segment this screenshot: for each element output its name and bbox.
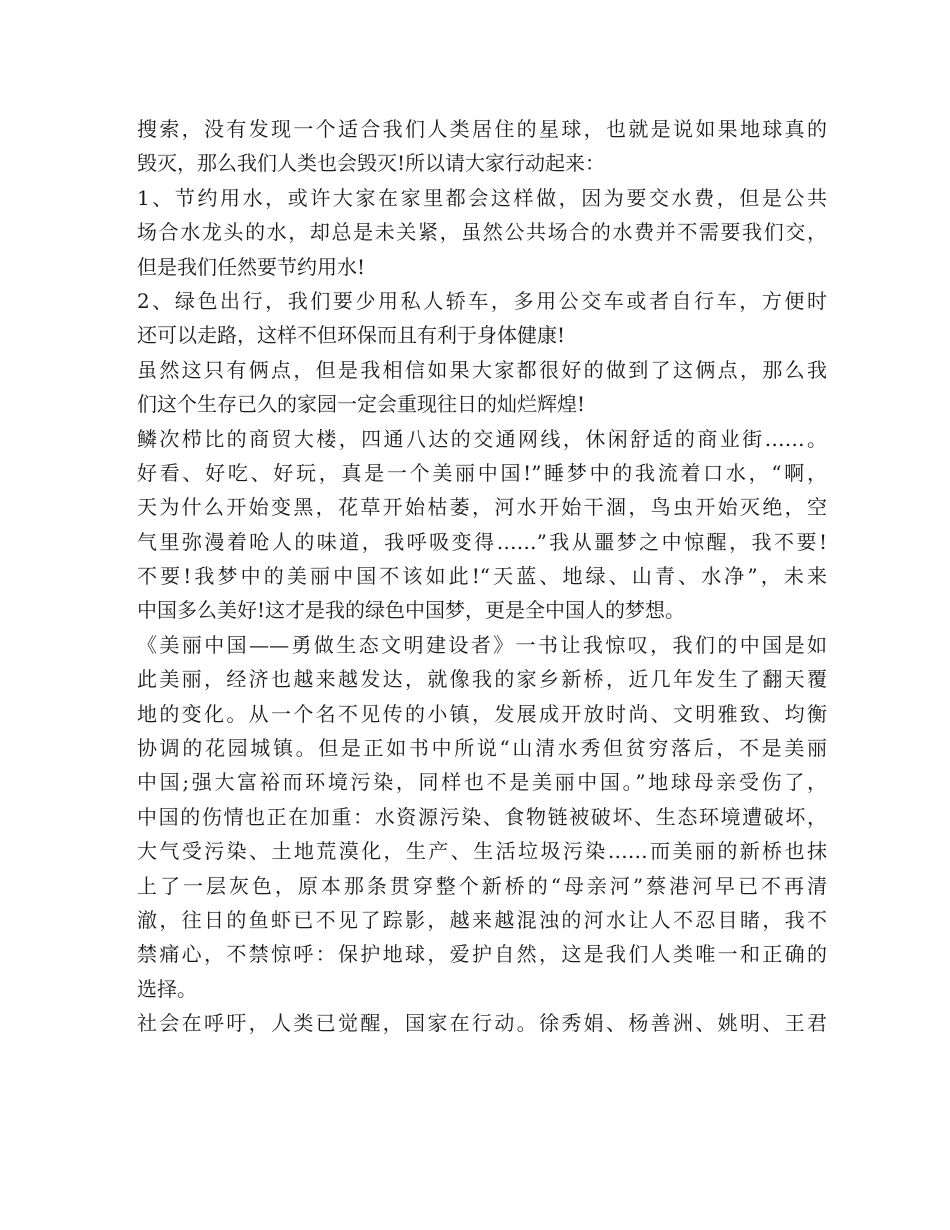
text-line: 协调的花园城镇。但是正如书中所说“山清水秀但贫穷落后，不是美丽	[137, 736, 827, 761]
text-line: 搜索，没有发现一个适合我们人类居住的星球，也就是说如果地球真的	[137, 117, 827, 141]
text-line: 毁灭，那么我们人类也会毁灭!所以请大家行动起来：	[137, 151, 606, 176]
text-line: 中国;强大富裕而环境污染，同样也不是美丽中国。”地球母亲受伤了，	[137, 770, 827, 795]
text-line: 此美丽，经济也越来越发达，就像我的家乡新桥，近几年发生了翻天覆	[137, 667, 827, 692]
text-line: 澈，往日的鱼虾已不见了踪影，越来越混浊的河水让人不忍目睹，我不	[137, 907, 827, 932]
text-line: 大气受污染、土地荒漠化，生产、生活垃圾污染……而美丽的新桥也抹	[137, 839, 827, 864]
text-line: 场合水龙头的水，却总是未关紧，虽然公共场合的水费并不需要我们交，	[137, 220, 827, 245]
text-line: 中国的伤情也正在加重：水资源污染、食物链被破坏、生态环境遭破坏，	[137, 804, 827, 829]
text-line: 地的变化。从一个名不见传的小镇，发展成开放时尚、文明雅致、均衡	[137, 701, 827, 726]
text-line: 但是我们任然要节约用水!	[137, 254, 366, 279]
text-line: 好看、好吃、好玩，真是一个美丽中国!”睡梦中的我流着口水，“啊，	[137, 460, 827, 485]
text-line: 不要!我梦中的美丽中国不该如此!“天蓝、地绿、山青、水净”，未来	[137, 564, 827, 589]
text-line: 们这个生存已久的家园一定会重现往日的灿烂辉煌!	[137, 392, 586, 417]
text-line: 1、节约用水，或许大家在家里都会这样做，因为要交水费，但是公共	[137, 185, 827, 210]
text-line: 天为什么开始变黑，花草开始枯萎，河水开始干涸，鸟虫开始灭绝，空	[137, 495, 827, 520]
text-line: 禁痛心，不禁惊呼：保护地球，爱护自然，这是我们人类唯一和正确的	[137, 942, 827, 967]
text-line: 鳞次栉比的商贸大楼，四通八达的交通网线，休闲舒适的商业街……。	[137, 426, 827, 451]
text-line: 《美丽中国——勇做生态文明建设者》一书让我惊叹，我们的中国是如	[137, 632, 827, 657]
text-line: 气里弥漫着呛人的味道，我呼吸变得……”我从噩梦之中惊醒，我不要!	[137, 529, 827, 554]
text-line: 中国多么美好!这才是我的绿色中国梦，更是全中国人的梦想。	[137, 598, 686, 623]
text-line: 选择。	[137, 976, 197, 1001]
text-line: 还可以走路，这样不但环保而且有利于身体健康!	[137, 323, 566, 348]
text-line: 上了一层灰色，原本那条贯穿整个新桥的“母亲河”蔡港河早已不再清	[137, 873, 827, 898]
text-line: 虽然这只有俩点，但是我相信如果大家都很好的做到了这俩点，那么我	[137, 357, 827, 382]
text-line: 2、绿色出行，我们要少用私人轿车，多用公交车或者自行车，方便时	[137, 288, 827, 313]
text-line: 社会在呼吁，人类已觉醒，国家在行动。徐秀娟、杨善洲、姚明、王君	[137, 1011, 827, 1036]
document-body-text	[137, 112, 827, 1041]
